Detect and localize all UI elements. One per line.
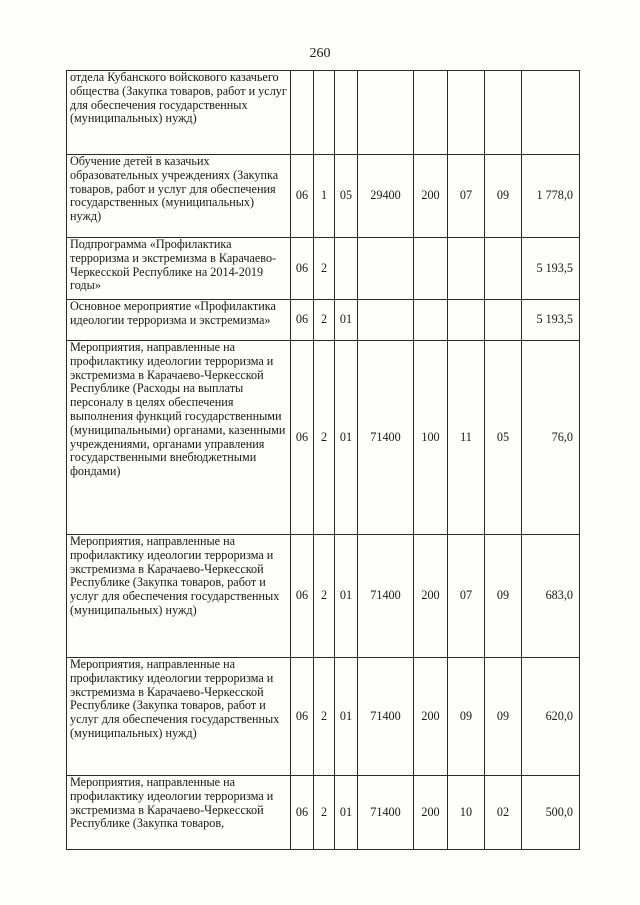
row-name-cell: Мероприятия, направленные на профилактику идеологии терроризма и экстремизма в Карачаево-Черкесской Республике (Расходы на выплаты персоналу в целях обеспечения выполнения функций государственными (муниципальными) органами, казенными учреждениями, органами управления государственными внебюджетными фондами)	[67, 341, 291, 535]
row-name-cell: Обучение детей в казачьих образовательных учреждениях (Закупка товаров, работ и услуг для обеспечения государственных (муниципальных) нужд)	[67, 155, 291, 238]
event-code-cell: 01	[335, 300, 358, 341]
event-code-cell: 05	[335, 155, 358, 238]
row-name-cell: отдела Кубанского войскового казачьего общества (Закупка товаров, работ и услуг для обеспечения государственных (муниципальных) нужд)	[67, 71, 291, 155]
subsection-cell	[485, 71, 522, 155]
subprogram-code-cell: 06	[291, 535, 314, 658]
table-row	[67, 71, 580, 155]
row-name-cell: Подпрограмма «Профилактика терроризма и экстремизма в Карачаево-Черкесской Республике на 2014-2019 годы»	[67, 238, 291, 300]
direction-code-cell: 71400	[358, 658, 414, 776]
program-code-cell: 2	[314, 658, 335, 776]
amount-cell: 1 778,0	[522, 155, 580, 238]
row-name-cell: Мероприятия, направленные на профилактику идеологии терроризма и экстремизма в Карачаево-Черкесской Республике (Закупка товаров,	[67, 776, 291, 850]
row-name-cell: Мероприятия, направленные на профилактику идеологии терроризма и экстремизма в Карачаево-Черкесской Республике (Закупка товаров, работ и услуг для обеспечения государственных (муниципальных) нужд)	[67, 658, 291, 776]
event-code-cell: 01	[335, 658, 358, 776]
section-cell: 07	[448, 155, 485, 238]
program-code-cell: 2	[314, 300, 335, 341]
section-cell	[448, 238, 485, 300]
amount-cell: 5 193,5	[522, 238, 580, 300]
table-row	[67, 155, 580, 238]
table-row	[67, 776, 580, 850]
expense-type-cell: 200	[414, 155, 448, 238]
subsection-cell: 09	[485, 155, 522, 238]
table-row	[67, 341, 580, 535]
section-cell: 07	[448, 535, 485, 658]
program-code-cell: 2	[314, 776, 335, 850]
expense-type-cell	[414, 71, 448, 155]
event-code-cell	[335, 238, 358, 300]
section-cell: 09	[448, 658, 485, 776]
direction-code-cell: 71400	[358, 535, 414, 658]
table-row	[67, 238, 580, 300]
subsection-cell	[485, 300, 522, 341]
amount-cell: 683,0	[522, 535, 580, 658]
subsection-cell: 09	[485, 658, 522, 776]
event-code-cell: 01	[335, 535, 358, 658]
program-code-cell	[314, 71, 335, 155]
section-cell	[448, 71, 485, 155]
row-name-cell: Мероприятия, направленные на профилактику идеологии терроризма и экстремизма в Карачаево-Черкесской Республике (Закупка товаров, работ и услуг для обеспечения государственных (муниципальных) нужд)	[67, 535, 291, 658]
subprogram-code-cell: 06	[291, 341, 314, 535]
program-code-cell: 2	[314, 238, 335, 300]
table-row	[67, 300, 580, 341]
section-cell	[448, 300, 485, 341]
direction-code-cell: 71400	[358, 776, 414, 850]
direction-code-cell	[358, 71, 414, 155]
expense-type-cell	[414, 238, 448, 300]
direction-code-cell	[358, 300, 414, 341]
expense-type-cell: 100	[414, 341, 448, 535]
event-code-cell: 01	[335, 776, 358, 850]
subprogram-code-cell: 06	[291, 776, 314, 850]
subprogram-code-cell: 06	[291, 300, 314, 341]
page-number: 260	[309, 46, 331, 61]
program-code-cell: 1	[314, 155, 335, 238]
expense-type-cell: 200	[414, 776, 448, 850]
table-body	[67, 71, 580, 850]
section-cell: 11	[448, 341, 485, 535]
direction-code-cell: 71400	[358, 341, 414, 535]
subprogram-code-cell	[291, 71, 314, 155]
event-code-cell: 01	[335, 341, 358, 535]
subsection-cell	[485, 238, 522, 300]
section-cell: 10	[448, 776, 485, 850]
direction-code-cell	[358, 238, 414, 300]
row-name-cell: Основное мероприятие «Профилактика идеологии терроризма и экстремизма»	[67, 300, 291, 341]
subsection-cell: 09	[485, 535, 522, 658]
subsection-cell: 05	[485, 341, 522, 535]
expense-type-cell	[414, 300, 448, 341]
amount-cell: 500,0	[522, 776, 580, 850]
event-code-cell	[335, 71, 358, 155]
program-code-cell: 2	[314, 535, 335, 658]
expense-type-cell: 200	[414, 535, 448, 658]
program-code-cell: 2	[314, 341, 335, 535]
expense-type-cell: 200	[414, 658, 448, 776]
subprogram-code-cell: 06	[291, 155, 314, 238]
direction-code-cell: 29400	[358, 155, 414, 238]
table-row	[67, 658, 580, 776]
amount-cell	[522, 71, 580, 155]
subsection-cell: 02	[485, 776, 522, 850]
amount-cell: 76,0	[522, 341, 580, 535]
amount-cell: 5 193,5	[522, 300, 580, 341]
amount-cell: 620,0	[522, 658, 580, 776]
subprogram-code-cell: 06	[291, 658, 314, 776]
budget-table	[66, 70, 580, 850]
subprogram-code-cell: 06	[291, 238, 314, 300]
table-row	[67, 535, 580, 658]
